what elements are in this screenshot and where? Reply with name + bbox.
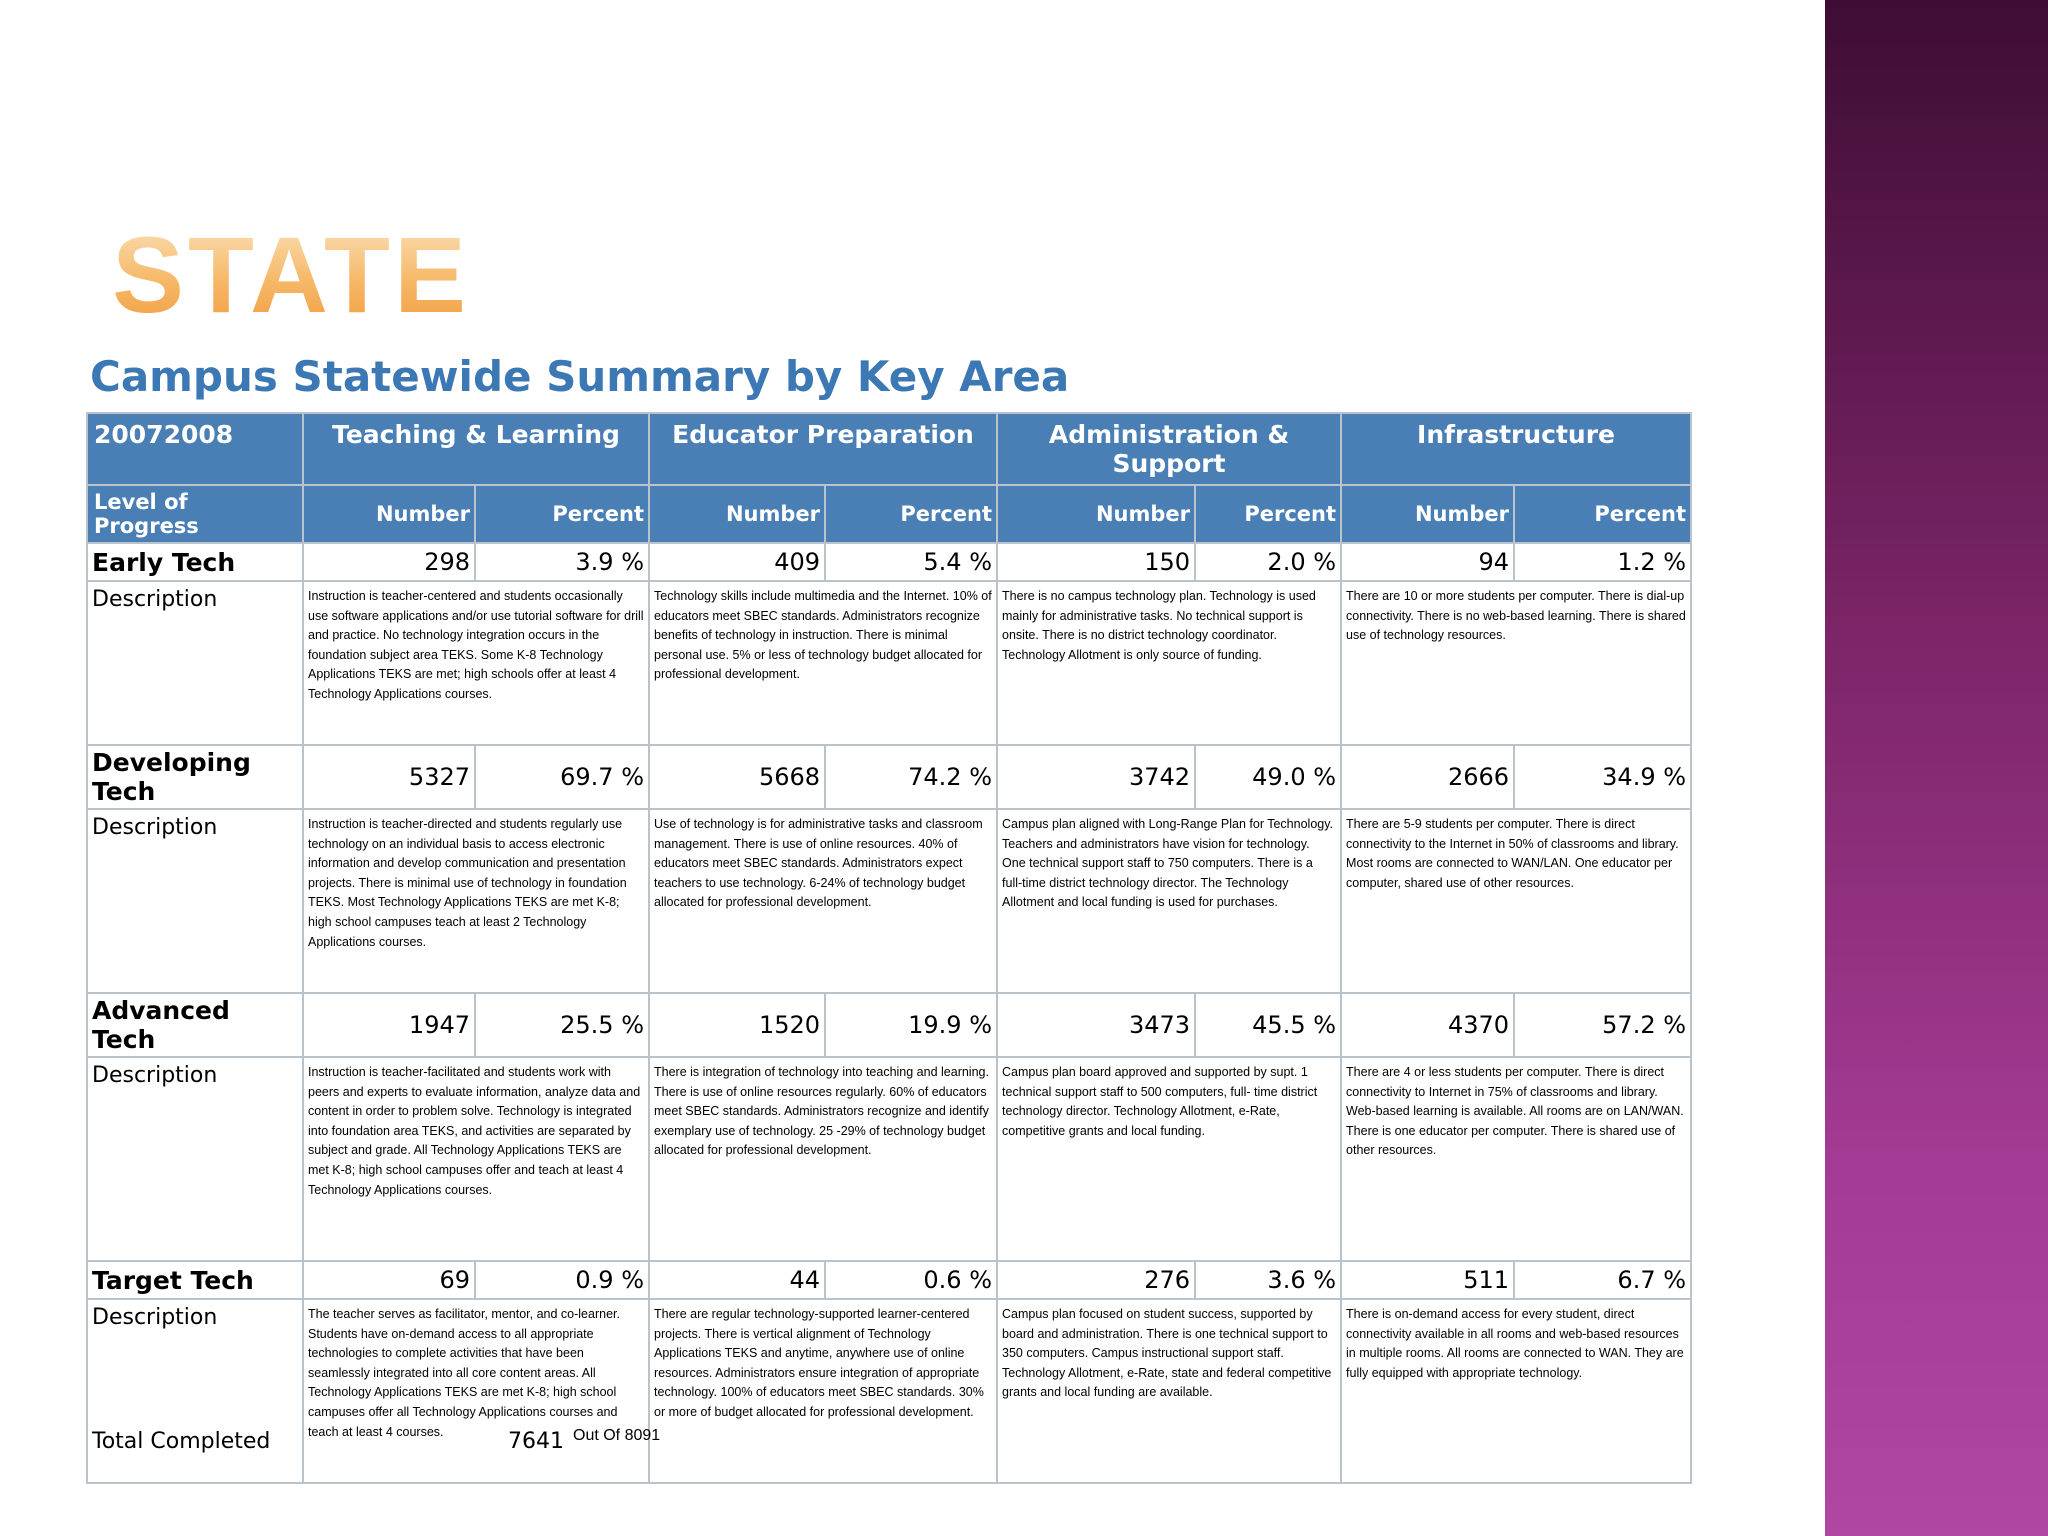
- description-cell: There is no campus technology plan. Technology is used mainly for administrative tasks. No technical support is onsite. There is no district technology coordinator. Technology Allotment is only source of funding.: [997, 581, 1341, 745]
- level-name: Advanced Tech: [87, 993, 303, 1057]
- description-row-developing-tech: [87, 809, 1691, 993]
- percent-cell: 49.0 %: [1195, 745, 1341, 809]
- percent-cell: 3.9 %: [475, 543, 649, 581]
- percent-cell: 5.4 %: [825, 543, 997, 581]
- description-label: Description: [87, 809, 303, 993]
- description-cell: There are 10 or more students per computer. There is dial-up connectivity. There is no web-based learning. There is shared use of technology resources.: [1341, 581, 1691, 745]
- year-header: 20072008: [87, 413, 303, 485]
- number-cell: 5327: [303, 745, 475, 809]
- number-header: Number: [303, 485, 475, 543]
- number-header: Number: [997, 485, 1195, 543]
- description-cell: Campus plan board approved and supported by supt. 1 technical support staff to 500 computers, full- time district technology director. Technology Allotment, e-Rate, competitive grants and local funding.: [997, 1057, 1341, 1261]
- level-name: Target Tech: [87, 1261, 303, 1299]
- percent-header: Percent: [825, 485, 997, 543]
- percent-header: Percent: [1514, 485, 1691, 543]
- area-header-teaching-learning: Teaching & Learning: [303, 413, 649, 485]
- description-label: Description: [87, 1057, 303, 1261]
- summary-table: [86, 412, 1692, 1484]
- level-row-early-tech: [87, 543, 1691, 581]
- percent-cell: 6.7 %: [1514, 1261, 1691, 1299]
- number-header: Number: [1341, 485, 1514, 543]
- area-header-infrastructure: Infrastructure: [1341, 413, 1691, 485]
- area-header-educator-preparation: Educator Preparation: [649, 413, 997, 485]
- total-completed-label: Total Completed: [92, 1429, 271, 1454]
- area-header-administration-support: Administration & Support: [997, 413, 1341, 485]
- number-cell: 3473: [997, 993, 1195, 1057]
- percent-cell: 45.5 %: [1195, 993, 1341, 1057]
- total-out-of: Out Of 8091: [573, 1427, 661, 1444]
- description-cell: There is on-demand access for every student, direct connectivity available in all rooms and web-based resources in multiple rooms. All rooms are connected to WAN. They are fully equipped with appropriate technology.: [1341, 1299, 1691, 1483]
- description-cell: Instruction is teacher-centered and students occasionally use software applications and/or use tutorial software for drill and practice. No technology integration occurs in the foundation subject area TEKS. Some K-8 Technology Applications TEKS are met; high schools offer at least 4 Technology Applications courses.: [303, 581, 649, 745]
- description-cell: There are 4 or less students per computer. There is direct connectivity to Internet in 75% of classrooms and library. Web-based learning is available. All rooms are on LAN/WAN. There is one educator per computer. There is shared use of other resources.: [1341, 1057, 1691, 1261]
- description-row-early-tech: [87, 581, 1691, 745]
- description-cell: Instruction is teacher-directed and students regularly use technology on an individual basis to access electronic information and develop communication and presentation projects. There is minimal use of technology in foundation TEKS. Most Technology Applications TEKS are met K-8; high school campuses teach at least 2 Technology Applications courses.: [303, 809, 649, 993]
- percent-cell: 1.2 %: [1514, 543, 1691, 581]
- description-label: Description: [87, 581, 303, 745]
- description-cell: Campus plan focused on student success, supported by board and administration. There is one technical support to 350 computers. Campus instructional support staff. Technology Allotment, e-Rate, state and federal competitive grants and local funding are available.: [997, 1299, 1341, 1483]
- level-row-advanced-tech: [87, 993, 1691, 1057]
- percent-cell: 74.2 %: [825, 745, 997, 809]
- description-label: Description: [87, 1299, 303, 1483]
- number-cell: 94: [1341, 543, 1514, 581]
- description-cell: Campus plan aligned with Long-Range Plan for Technology. Teachers and administrators have vision for technology. One technical support staff to 750 computers. There is a full-time district technology director. The Technology Allotment and local funding is used for purchases.: [997, 809, 1341, 993]
- percent-cell: 34.9 %: [1514, 745, 1691, 809]
- percent-cell: 57.2 %: [1514, 993, 1691, 1057]
- description-cell: There are 5-9 students per computer. There is direct connectivity to the Internet in 50% of classrooms and library. Most rooms are connected to WAN/LAN. One educator per computer, shared use of other resources.: [1341, 809, 1691, 993]
- slide-title: STATE: [112, 214, 470, 335]
- percent-cell: 19.9 %: [825, 993, 997, 1057]
- number-cell: 150: [997, 543, 1195, 581]
- number-cell: 409: [649, 543, 825, 581]
- percent-header: Percent: [475, 485, 649, 543]
- number-cell: 276: [997, 1261, 1195, 1299]
- number-cell: 298: [303, 543, 475, 581]
- description-cell: The teacher serves as facilitator, mentor, and co-learner. Students have on-demand access to all appropriate technologies to complete activities that have been seamlessly integrated into all core content areas. All Technology Applications TEKS are met K-8; high school campuses offer all Technology Applications courses and teach at least 4 courses.: [303, 1299, 649, 1483]
- percent-cell: 0.9 %: [475, 1261, 649, 1299]
- number-cell: 4370: [1341, 993, 1514, 1057]
- number-cell: 1947: [303, 993, 475, 1057]
- number-header: Number: [649, 485, 825, 543]
- total-completed-number: 7641: [508, 1429, 564, 1454]
- percent-cell: 69.7 %: [475, 745, 649, 809]
- percent-cell: 2.0 %: [1195, 543, 1341, 581]
- column-header-row: [87, 485, 1691, 543]
- total-completed: [92, 1425, 792, 1461]
- percent-cell: 25.5 %: [475, 993, 649, 1057]
- number-cell: 2666: [1341, 745, 1514, 809]
- number-cell: 44: [649, 1261, 825, 1299]
- level-row-developing-tech: [87, 745, 1691, 809]
- level-name: Developing Tech: [87, 745, 303, 809]
- description-cell: There are regular technology-supported learner-centered projects. There is vertical alignment of Technology Applications TEKS and anytime, anywhere use of online resources. Administrators ensure integration of appropriate technology. 100% of educators meet SBEC standards. 30% or more of budget allocated for professional development.: [649, 1299, 997, 1483]
- document-heading: Campus Statewide Summary by Key Area: [90, 352, 1070, 401]
- description-row-advanced-tech: [87, 1057, 1691, 1261]
- area-header-row: [87, 413, 1691, 485]
- percent-cell: 0.6 %: [825, 1261, 997, 1299]
- level-of-progress-header: Level of Progress: [87, 485, 303, 543]
- decorative-side-band: [1825, 0, 2048, 1536]
- level-row-target-tech: [87, 1261, 1691, 1299]
- level-name: Early Tech: [87, 543, 303, 581]
- description-cell: Instruction is teacher-facilitated and students work with peers and experts to evaluate information, analyze data and content in order to problem solve. Technology is integrated into foundation area TEKS, and activities are separated by subject and grade. All Technology Applications TEKS are met K-8; high school campuses offer and teach at least 4 Technology Applications courses.: [303, 1057, 649, 1261]
- description-cell: Technology skills include multimedia and the Internet. 10% of educators meet SBEC standards. Administrators recognize benefits of technology in instruction. There is minimal personal use. 5% or less of technology budget allocated for professional development.: [649, 581, 997, 745]
- number-cell: 69: [303, 1261, 475, 1299]
- number-cell: 3742: [997, 745, 1195, 809]
- number-cell: 5668: [649, 745, 825, 809]
- number-cell: 1520: [649, 993, 825, 1057]
- number-cell: 511: [1341, 1261, 1514, 1299]
- description-cell: Use of technology is for administrative tasks and classroom management. There is use of online resources. 40% of educators meet SBEC standards. Administrators expect teachers to use technology. 6-24% of technology budget allocated for professional development.: [649, 809, 997, 993]
- description-cell: There is integration of technology into teaching and learning. There is use of online resources regularly. 60% of educators meet SBEC standards. Administrators recognize and identify exemplary use of technology. 25 -29% of technology budget allocated for professional development.: [649, 1057, 997, 1261]
- percent-cell: 3.6 %: [1195, 1261, 1341, 1299]
- percent-header: Percent: [1195, 485, 1341, 543]
